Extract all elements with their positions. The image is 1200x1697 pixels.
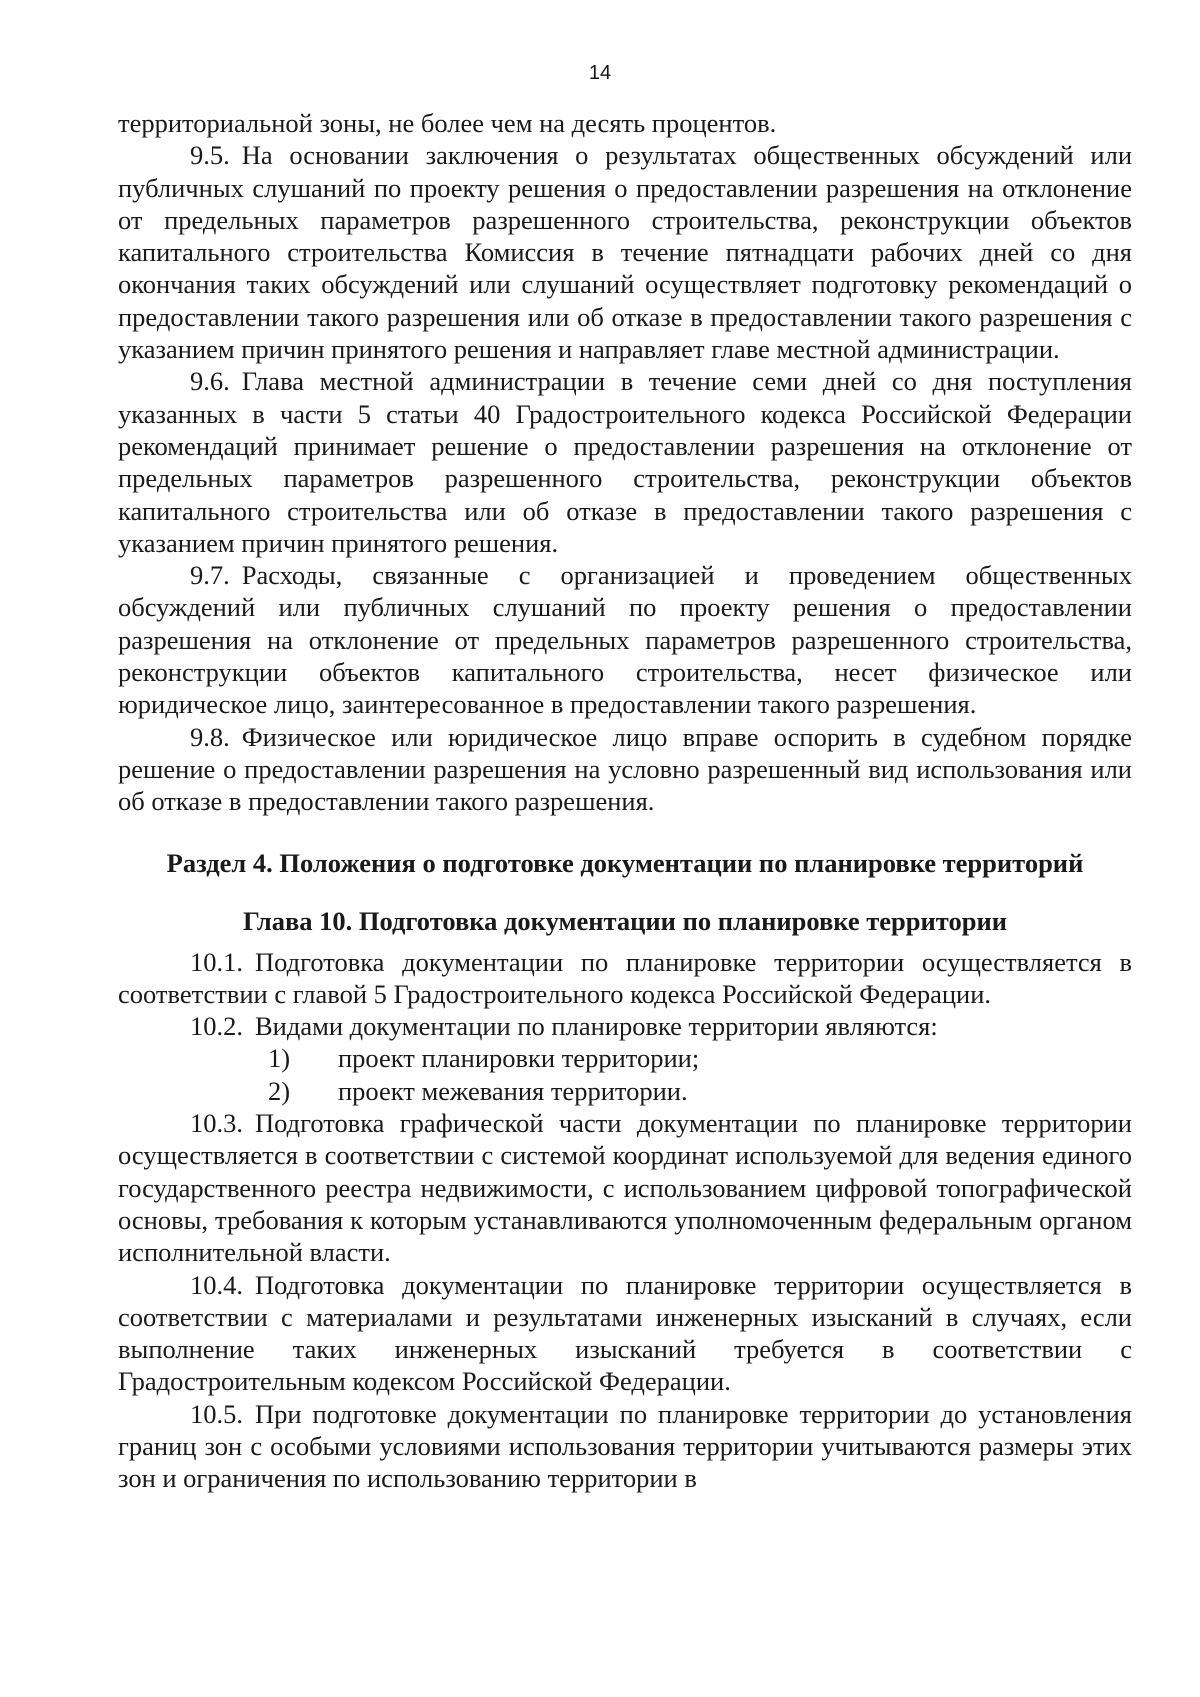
clause-text: Физическое или юридическое лицо вправе оспорить в судебном порядке решение о предоставлении разрешения на условно разрешенный вид использования или об отказе в предоставлении такого разрешения.	[118, 721, 1132, 817]
clause-text: Глава местной администрации в течение семи дней со дня поступления указанных в части 5 статьи 40 Градостроительного кодекса Российской Федерации рекомендаций принимает решение о предоставлении разрешения на отклонение от предельных параметров разрешенного строительства, реконструкции объектов капитального строительства или об отказе в предоставлении такого разрешения с указанием причин принятого решения.	[118, 366, 1132, 558]
paragraph-10-2	[118, 1010, 1132, 1042]
clause-text: При подготовке документации по планировке территории до установления границ зон с особыми условиями использования территории учитываются размеры этих зон и ограничения по использованию территории в	[118, 1398, 1132, 1494]
clause-text: На основании заключения о результатах общественных обсуждений или публичных слушаний по проекту решения о предоставлении разрешения на отклонение от предельных параметров разрешенного строительства, реконструкции объектов капитального строительства Комиссия в течение пятнадцати рабочих дней со дня окончания таких обсуждений или слушаний осуществляет подготовку рекомендаций о предоставлении такого разрешения или об отказе в предоставлении такого разрешения с указанием причин принятого решения и направляет главе местной администрации.	[118, 140, 1132, 365]
paragraph-9-5	[118, 139, 1132, 365]
clause-text: Видами документации по планировке территории являются:	[255, 1011, 938, 1042]
list-text: проект межевания территории.	[338, 1075, 688, 1106]
chapter-heading: Глава 10. Подготовка документации по планировке территории	[243, 905, 1007, 936]
paragraph-10-1	[118, 946, 1132, 1011]
paragraph-9-7	[118, 559, 1132, 720]
paragraph-9-6	[118, 365, 1132, 559]
clause-number: 10.1.	[190, 946, 243, 977]
list-text: проект планировки территории;	[338, 1043, 700, 1074]
list-item	[118, 1075, 1132, 1107]
clause-text: Подготовка графической части документации по планировке территории осуществляется в соответствии с системой координат используемой для ведения единого государственного реестра недвижимости, с использованием цифровой топографической основы, требования к которым устанавливаются уполномоченным федеральным органом исполнительной власти.	[118, 1108, 1132, 1268]
clause-number: 9.8.	[190, 721, 230, 752]
clause-number: 9.5.	[190, 140, 230, 171]
list-item	[118, 1042, 1132, 1074]
clause-number: 10.3.	[190, 1108, 243, 1139]
list-marker: 2)	[268, 1075, 291, 1106]
clause-number: 9.6.	[190, 366, 230, 397]
paragraph-10-3	[118, 1107, 1132, 1268]
clause-text: Подготовка документации по планировке территории осуществляется в соответствии с главой 5 Градостроительного кодекса Российской Федерации.	[118, 946, 1132, 1009]
paragraph-continuation: территориальной зоны, не более чем на десять процентов.	[118, 108, 777, 138]
clause-number: 9.7.	[190, 560, 230, 591]
clause-number: 10.2.	[190, 1011, 243, 1042]
clause-text: Подготовка документации по планировке территории осуществляется в соответствии с материалами и результатами инженерных изысканий в случаях, если выполнение таких инженерных изысканий требуется в соответствии с Градостроительным кодексом Российской Федерации.	[118, 1269, 1132, 1397]
list-marker: 1)	[268, 1043, 291, 1074]
clause-number: 10.5.	[190, 1398, 243, 1429]
section-heading: Раздел 4. Положения о подготовке документации по планировке территорий	[166, 847, 1084, 878]
paragraph-10-5	[118, 1398, 1132, 1495]
paragraph-10-4	[118, 1269, 1132, 1398]
clause-number: 10.4.	[190, 1269, 243, 1300]
paragraph-9-8	[118, 721, 1132, 818]
clause-text: Расходы, связанные с организацией и проведением общественных обсуждений или публичных слушаний по проекту решения о предоставлении разрешения на отклонение от предельных параметров разрешенного строительства, реконструкции объектов капитального строительства, несет физическое или юридическое лицо, заинтересованное в предоставлении такого разрешения.	[118, 560, 1132, 720]
page-number: 14	[588, 62, 612, 84]
